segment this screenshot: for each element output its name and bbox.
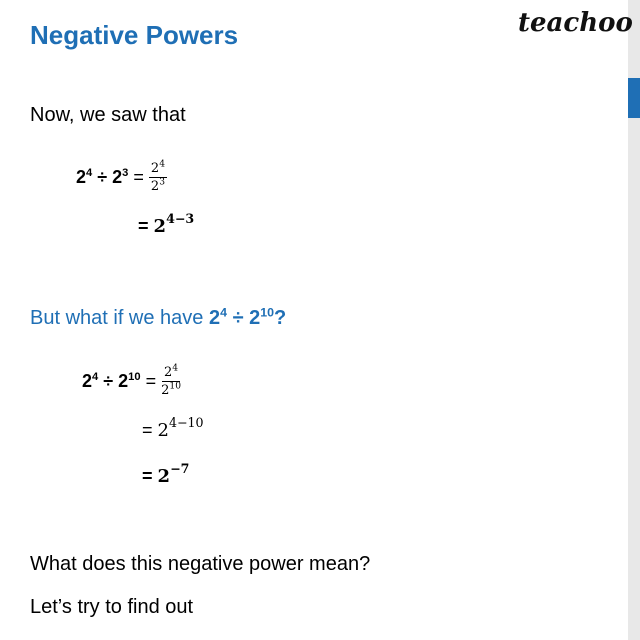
example2-result: = 2 −7	[142, 461, 190, 487]
side-bar-accent	[628, 78, 640, 118]
footer-line: Let’s try to find out	[30, 596, 194, 618]
example2-step: = 2 4−10	[142, 415, 204, 441]
example1-equation: $2^4$ ÷ $2^3$ = $\frac{2^4}{2^3}$	[76, 159, 165, 194]
page-title: Negative Powers	[30, 20, 239, 50]
footer-question: What does this negative power mean?	[30, 553, 371, 575]
example1-result: = 2 4−3	[138, 211, 195, 237]
example2-fraction: $\frac{2^4}{2^{10}}$	[161, 363, 181, 398]
intro-text: Now, we saw that	[30, 104, 186, 126]
example1-fraction: $\frac{2^4}{2^3}$	[150, 159, 165, 194]
question-text: But what if we have $2^4 \div 2^{10}$?	[30, 305, 287, 329]
example2-equation: $2^4$ ÷ $2^{10}$ = $\frac{2^4}{2^{10}}$	[82, 363, 181, 398]
teachoo-logo: teachoo	[518, 8, 633, 38]
